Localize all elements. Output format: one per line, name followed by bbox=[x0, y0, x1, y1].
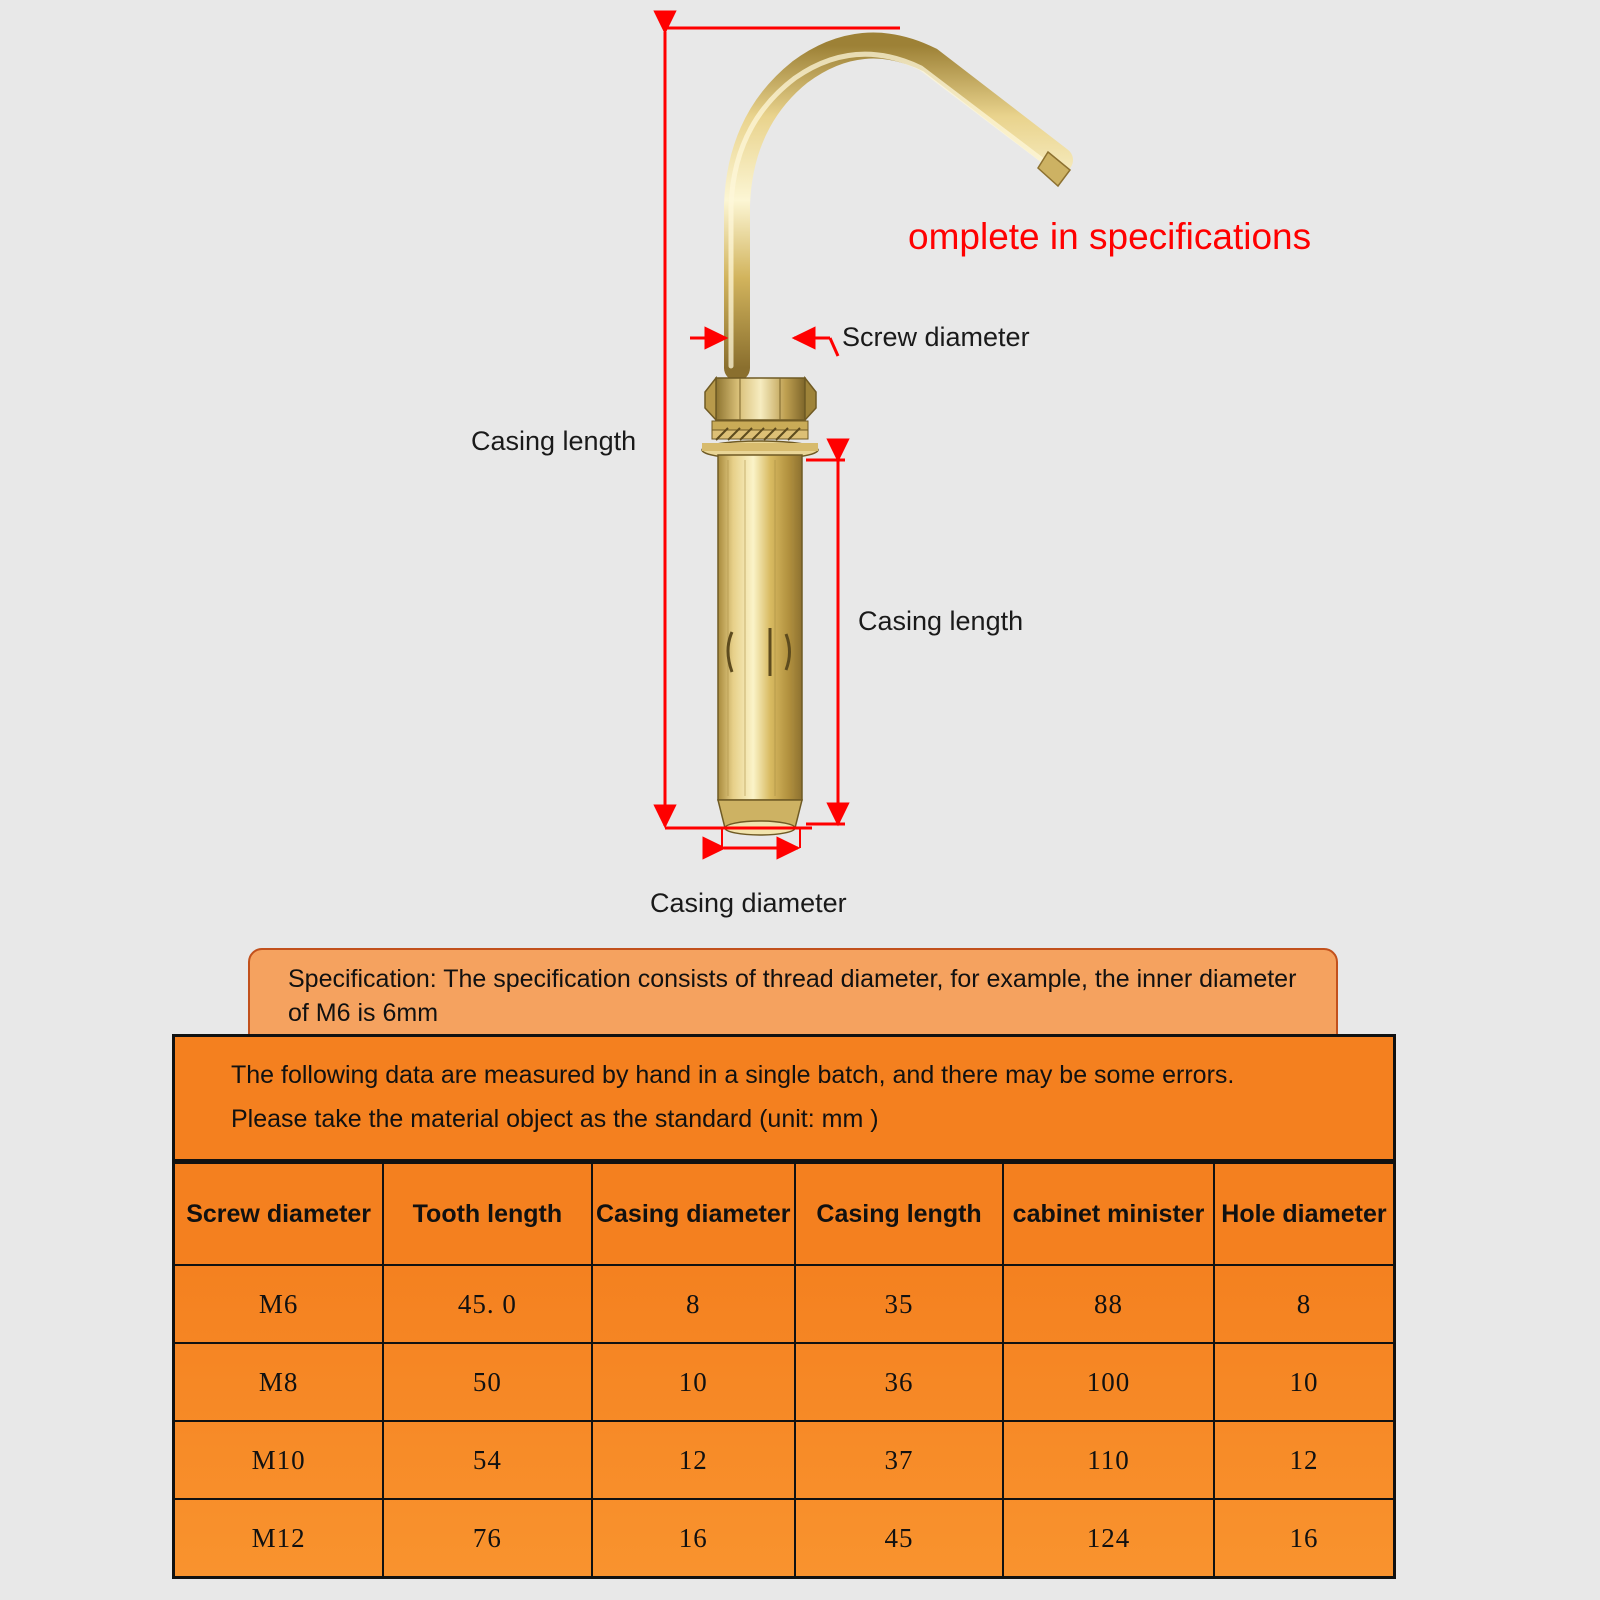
headline-text: omplete in specifications bbox=[908, 216, 1312, 257]
col-casing-diameter: Casing diameter bbox=[592, 1163, 795, 1265]
cell-cabinet-minister: 100 bbox=[1003, 1343, 1214, 1421]
table-row bbox=[175, 1499, 1393, 1576]
cell-screw-diameter: M6 bbox=[175, 1265, 383, 1343]
cell-casing-diameter: 8 bbox=[592, 1265, 795, 1343]
cell-casing-diameter: 12 bbox=[592, 1421, 795, 1499]
cell-cabinet-minister: 110 bbox=[1003, 1421, 1214, 1499]
label-casing-length-left: Casing length bbox=[471, 426, 637, 456]
col-screw-diameter: Screw diameter bbox=[175, 1163, 383, 1265]
spec-table bbox=[175, 1162, 1393, 1576]
cell-tooth-length: 50 bbox=[383, 1343, 591, 1421]
cell-screw-diameter: M8 bbox=[175, 1343, 383, 1421]
cell-hole-diameter: 10 bbox=[1214, 1343, 1393, 1421]
cell-casing-diameter: 10 bbox=[592, 1343, 795, 1421]
cell-casing-diameter: 16 bbox=[592, 1499, 795, 1576]
table-note-line-1: The following data are measured by hand in a single batch, and there may be some errors. bbox=[231, 1061, 1235, 1089]
cell-tooth-length: 45. 0 bbox=[383, 1265, 591, 1343]
cell-screw-diameter: M10 bbox=[175, 1421, 383, 1499]
table-row bbox=[175, 1421, 1393, 1499]
col-casing-length: Casing length bbox=[795, 1163, 1003, 1265]
col-cabinet-minister: cabinet minister bbox=[1003, 1163, 1214, 1265]
cell-tooth-length: 76 bbox=[383, 1499, 591, 1576]
label-casing-diameter: Casing diameter bbox=[650, 888, 847, 918]
cell-cabinet-minister: 124 bbox=[1003, 1499, 1214, 1576]
table-header-row bbox=[175, 1163, 1393, 1265]
table-row bbox=[175, 1343, 1393, 1421]
specification-banner bbox=[248, 948, 1338, 1036]
col-tooth-length: Tooth length bbox=[383, 1163, 591, 1265]
cell-casing-length: 36 bbox=[795, 1343, 1003, 1421]
table-row bbox=[175, 1265, 1393, 1343]
cell-casing-length: 45 bbox=[795, 1499, 1003, 1576]
specification-text: Specification: The specification consists of thread diameter, for example, the inner diameter of M6 is 6mm bbox=[288, 965, 1297, 1027]
cell-screw-diameter: M12 bbox=[175, 1499, 383, 1576]
cell-cabinet-minister: 88 bbox=[1003, 1265, 1214, 1343]
label-screw-diameter: Screw diameter bbox=[842, 322, 1030, 352]
col-hole-diameter: Hole diameter bbox=[1214, 1163, 1393, 1265]
cell-hole-diameter: 8 bbox=[1214, 1265, 1393, 1343]
table-note bbox=[175, 1037, 1393, 1162]
cell-tooth-length: 54 bbox=[383, 1421, 591, 1499]
table-note-line-2: Please take the material object as the standard (unit: mm ) bbox=[231, 1105, 879, 1133]
cell-casing-length: 35 bbox=[795, 1265, 1003, 1343]
cell-hole-diameter: 16 bbox=[1214, 1499, 1393, 1576]
specification-table-block bbox=[172, 1034, 1396, 1579]
cell-casing-length: 37 bbox=[795, 1421, 1003, 1499]
cell-hole-diameter: 12 bbox=[1214, 1421, 1393, 1499]
label-casing-length-right: Casing length bbox=[858, 606, 1024, 636]
